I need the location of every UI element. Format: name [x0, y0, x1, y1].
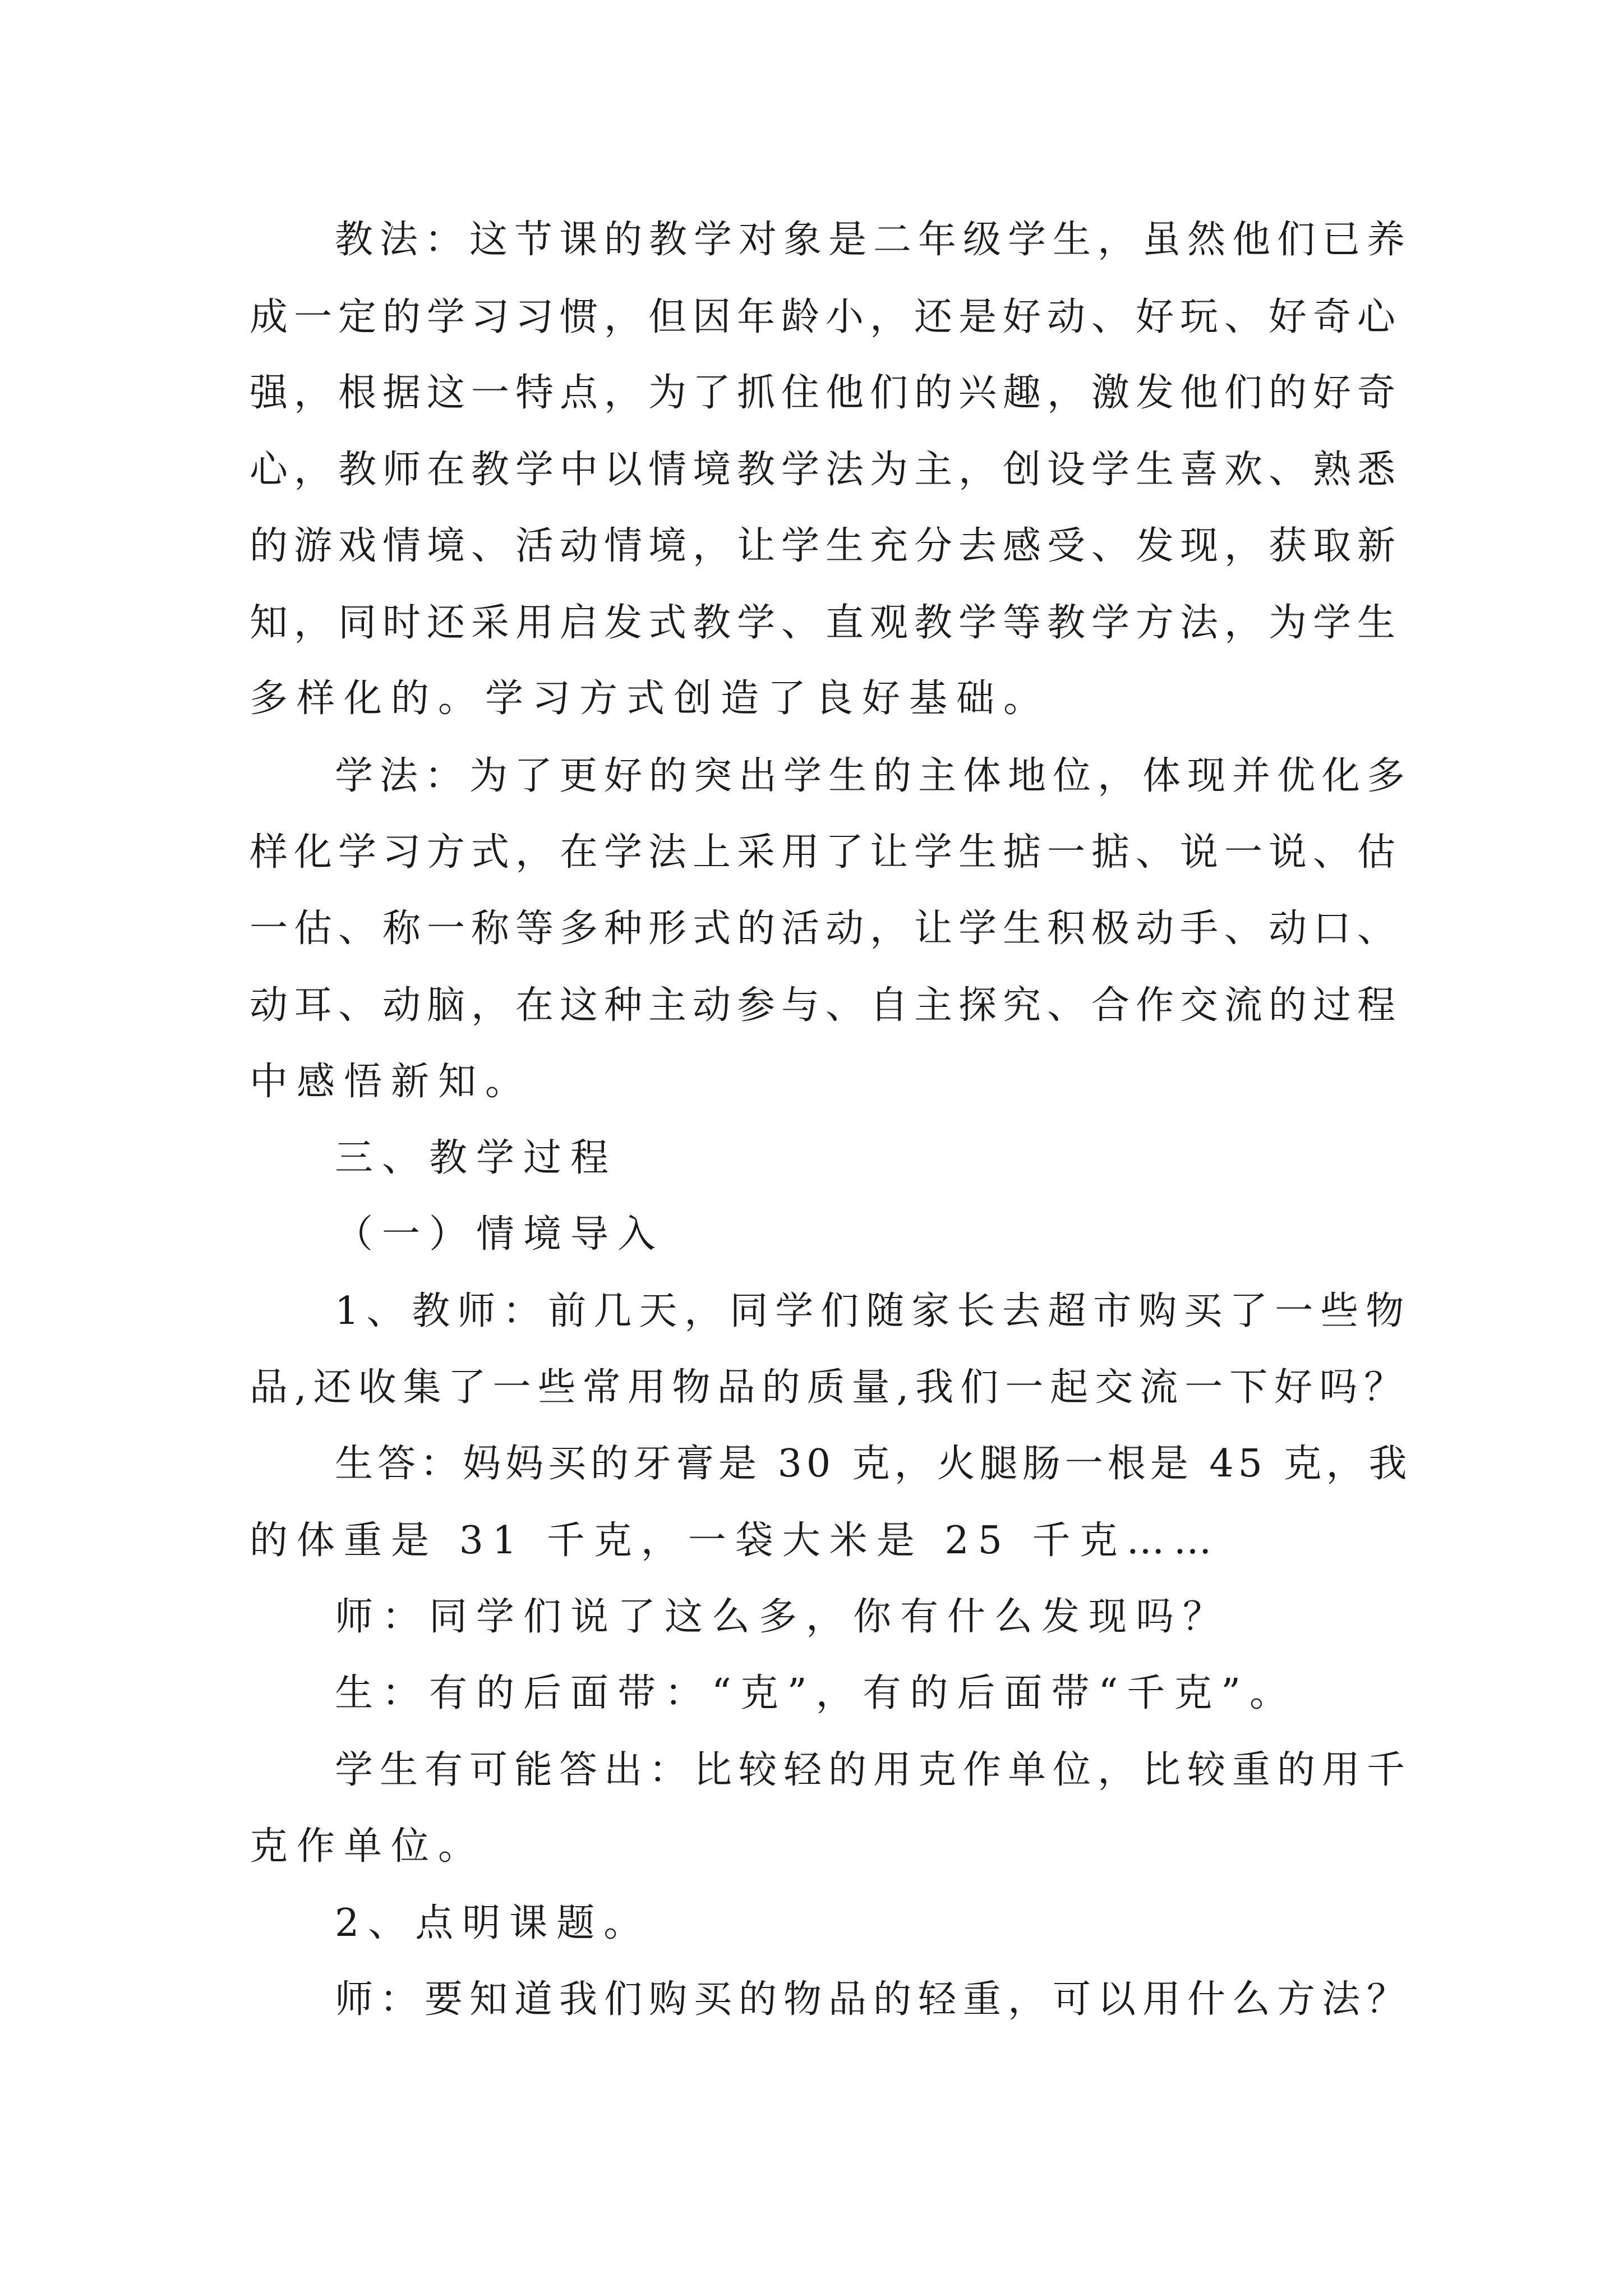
paragraph-line: 多样化的。学习方式创造了良好基础。 [250, 677, 1051, 721]
paragraph-line: 生答：妈妈买的牙膏是 30 克，火腿肠一根是 45 克，我 [335, 1442, 1412, 1486]
subsection-heading: （一）情境导入 [335, 1212, 665, 1257]
paragraph-line: 成一定的学习习惯，但因年龄小，还是好动、好玩、好奇心 [250, 295, 1402, 339]
paragraph-line: 克作单位。 [250, 1824, 486, 1869]
paragraph-line: 1、教师：前几天，同学们随家长去超市购买了一些物 [335, 1289, 1412, 1333]
paragraph-line: 2、点明课题。 [335, 1901, 651, 1945]
paragraph-line: 生：有的后面带：“克”，有的后面带“千克”。 [335, 1671, 1297, 1715]
paragraph-line: 学法：为了更好的突出学生的主体地位，体现并优化多 [335, 754, 1412, 798]
paragraph-line: 样化学习方式，在学法上采用了让学生掂一掂、说一说、估 [250, 830, 1402, 875]
paragraph-line: 师：同学们说了这么多，你有什么发现吗？ [335, 1595, 1230, 1639]
paragraph-line: 师：要知道我们购买的物品的轻重，可以用什么方法？ [335, 1977, 1412, 2022]
paragraph-line: 动耳、动脑，在这种主动参与、自主探究、合作交流的过程 [250, 983, 1402, 1028]
paragraph-line: 知，同时还采用启发式教学、直观教学等教学方法，为学生 [250, 601, 1402, 645]
paragraph-line: 的体重是 31 千克，一袋大米是 25 千克…… [250, 1519, 1221, 1563]
paragraph-line: 的游戏情境、活动情境，让学生充分去感受、发现，获取新 [250, 524, 1402, 568]
paragraph-line: 中感悟新知。 [250, 1060, 533, 1104]
paragraph-line: 教法：这节课的教学对象是二年级学生，虽然他们已养 [335, 218, 1412, 262]
paragraph-line: 学生有可能答出：比较轻的用克作单位，比较重的用千 [335, 1748, 1412, 1792]
paragraph-line: 强，根据这一特点，为了抓住他们的兴趣，激发他们的好奇 [250, 371, 1402, 415]
paragraph-line: 心，教师在教学中以情境教学法为主，创设学生喜欢、熟悉 [250, 448, 1402, 492]
section-heading: 三、教学过程 [335, 1136, 618, 1180]
paragraph-line: 一估、称一称等多种形式的活动，让学生积极动手、动口、 [250, 907, 1402, 951]
paragraph-line: 品,还收集了一些常用物品的质量,我们一起交流一下好吗？ [250, 1365, 1409, 1410]
